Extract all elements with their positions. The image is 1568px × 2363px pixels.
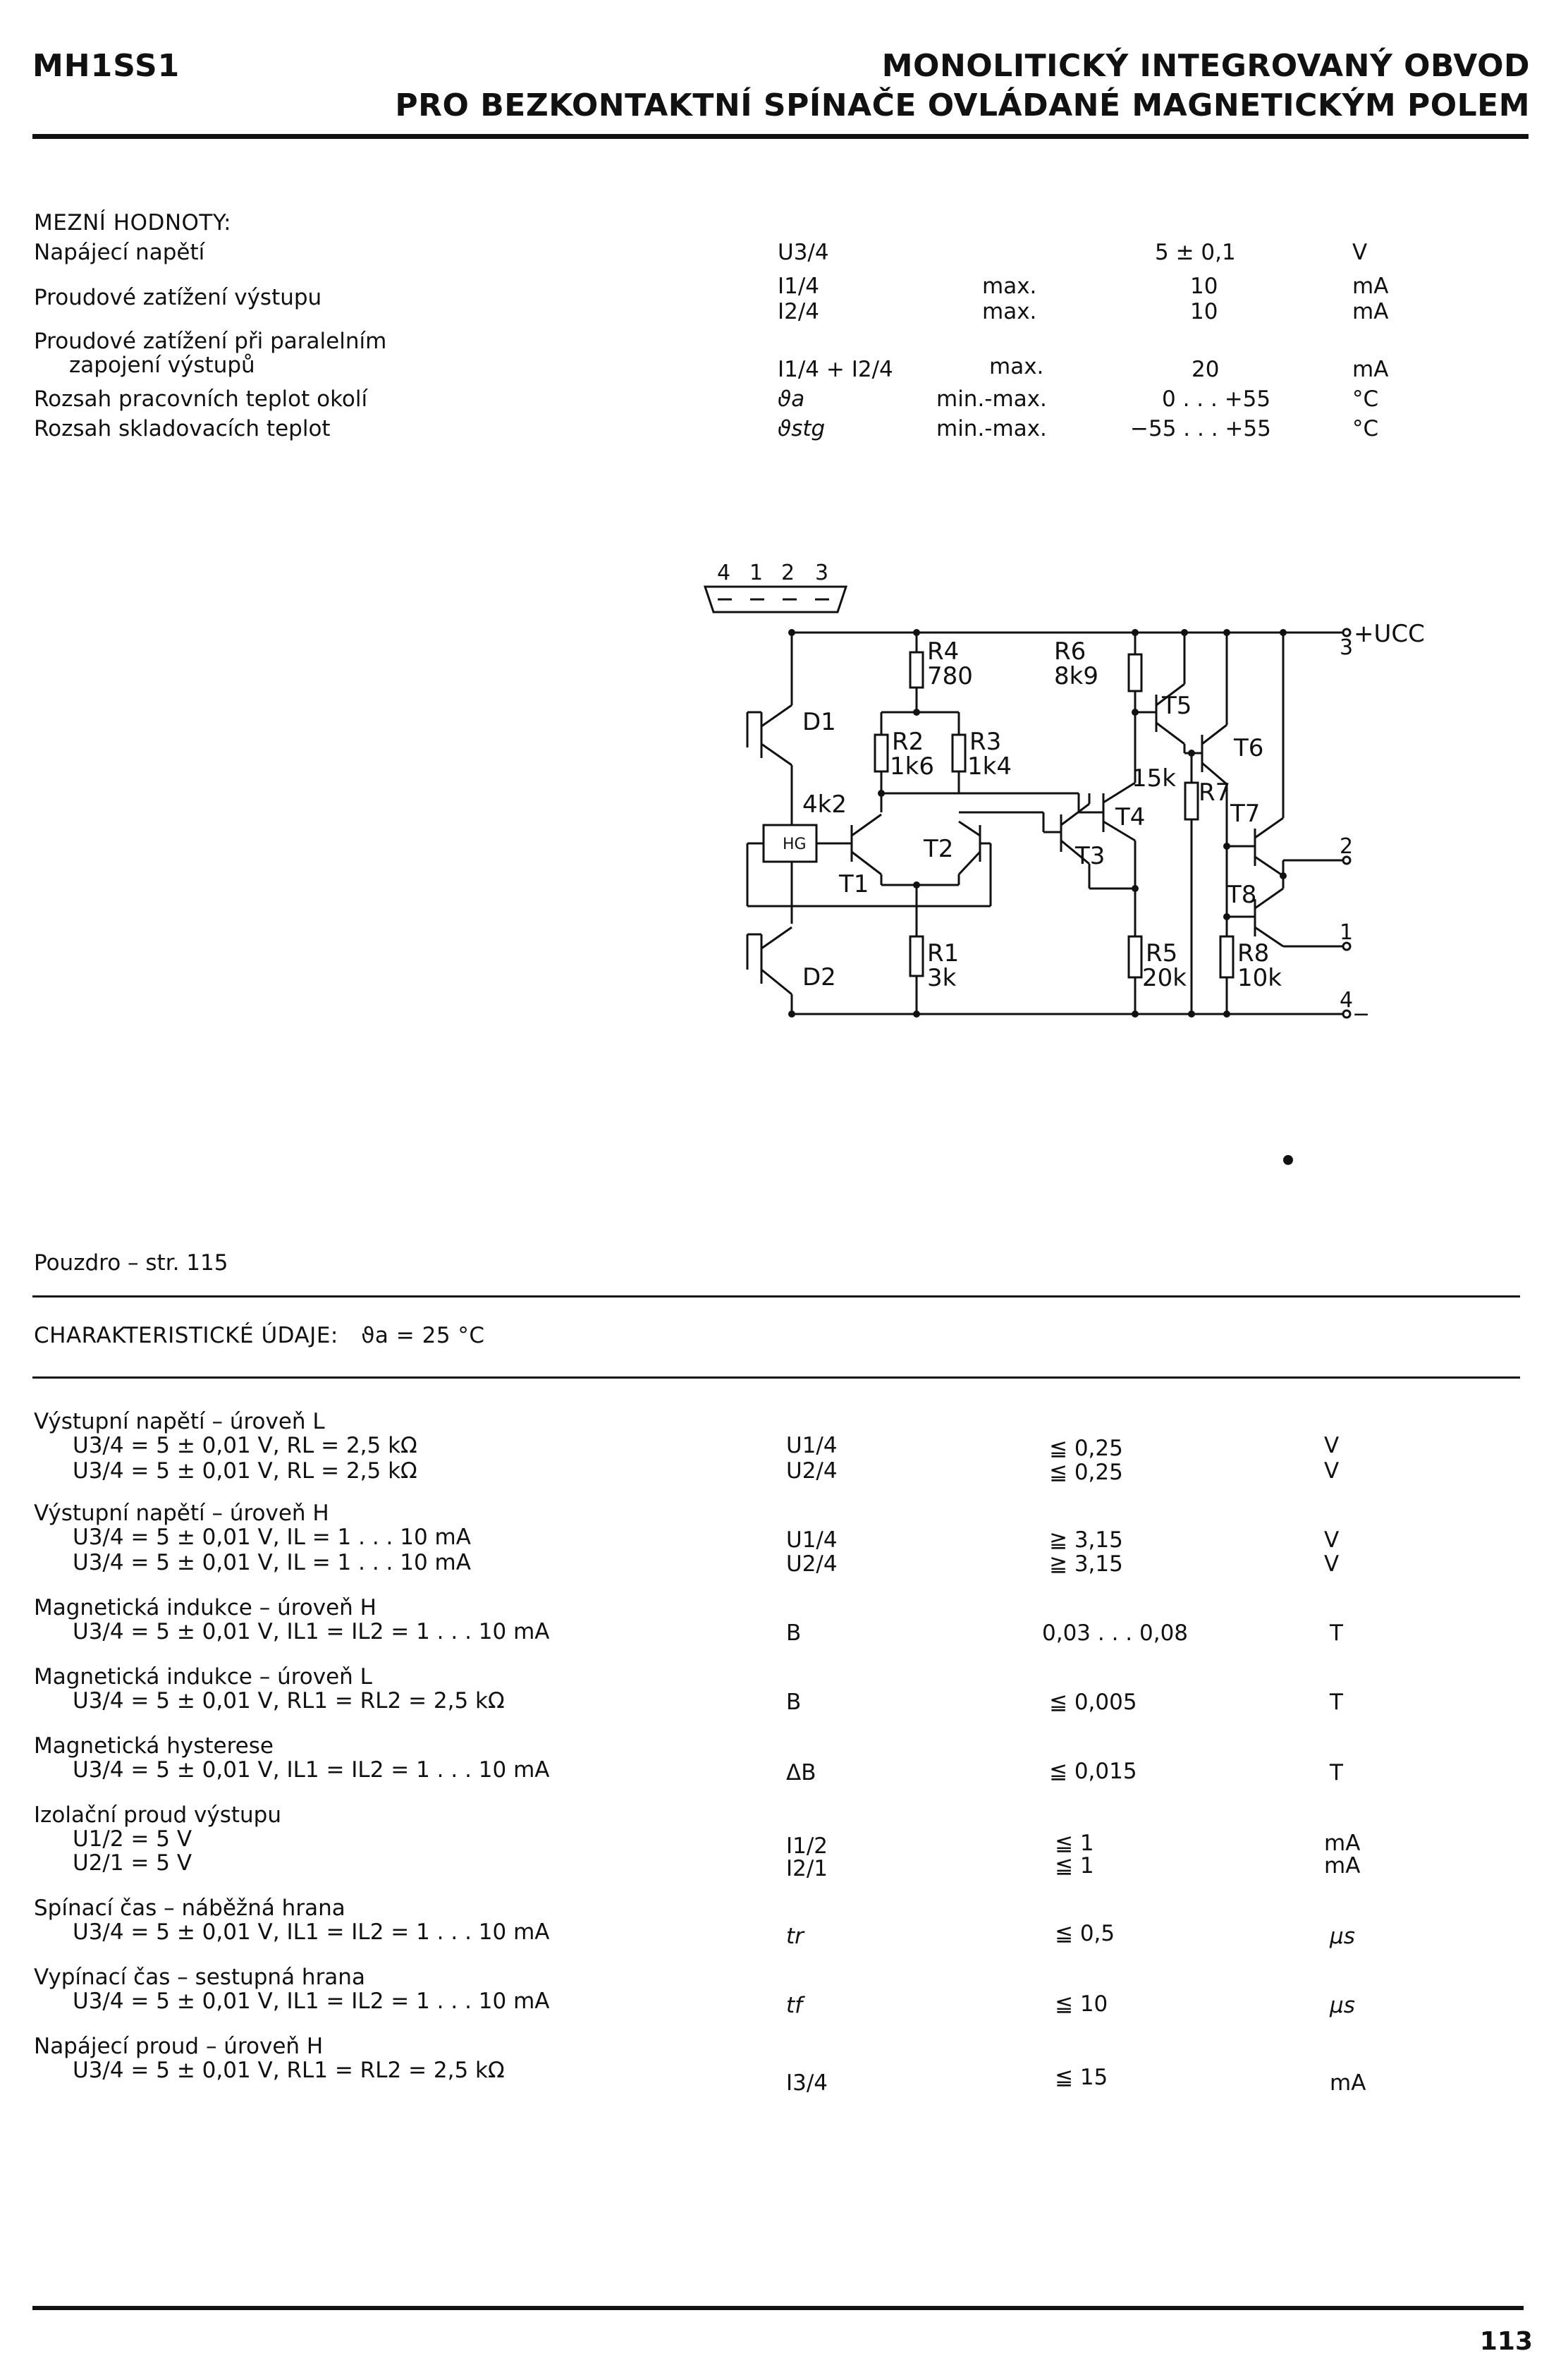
spec-title: Výstupní napětí – úroveň L	[34, 1409, 325, 1434]
resistor-r6	[1129, 654, 1141, 691]
label-pin-4: 4	[1340, 988, 1354, 1013]
limit-symbol: I1/4	[778, 274, 820, 299]
label-t4: T4	[1115, 803, 1146, 831]
section-rule	[32, 1376, 1520, 1379]
resistor-r2	[875, 735, 888, 771]
label-r8-value: 10k	[1237, 964, 1282, 992]
label-r6: R6	[1054, 637, 1086, 666]
spec-value: ≧ 3,15	[1049, 1551, 1123, 1577]
spec-condition: U3/4 = 5 ± 0,01 V, IL1 = IL2 = 1 . . . 10 mA	[73, 1757, 550, 1783]
limit-qualifier: max.	[982, 299, 1037, 324]
package-note: Pouzdro – str. 115	[34, 1250, 228, 1276]
spec-unit: mA	[1324, 1853, 1361, 1879]
spec-value: ≦ 0,25	[1049, 1436, 1123, 1461]
limit-unit: °C	[1352, 386, 1379, 412]
limit-unit: mA	[1352, 357, 1389, 382]
limit-value: 10	[1190, 299, 1218, 324]
spec-title: Magnetická hysterese	[34, 1733, 274, 1759]
limit-qualifier: min.-max.	[936, 386, 1047, 412]
resistor-r8	[1220, 936, 1233, 977]
label-t7: T7	[1230, 800, 1261, 828]
limit-name: Proudové zatížení při paralelním	[34, 329, 387, 354]
limit-symbol: I1/4 + I2/4	[778, 357, 893, 382]
spec-symbol: U2/4	[786, 1458, 838, 1484]
label-r7-value: 15k	[1132, 764, 1176, 793]
spec-condition: U3/4 = 5 ± 0,01 V, RL1 = RL2 = 2,5 kΩ	[73, 2058, 505, 2083]
resistor-r3	[953, 735, 965, 771]
limit-name: Proudové zatížení výstupu	[34, 285, 322, 310]
limit-name: zapojení výstupů	[69, 353, 255, 378]
package-pin-label: 2	[781, 561, 795, 585]
transistor-t1	[816, 814, 881, 874]
label-hg: HG	[783, 836, 807, 853]
spec-condition: U3/4 = 5 ± 0,01 V, IL1 = IL2 = 1 . . . 10 mA	[73, 1989, 550, 2014]
label-r7: R7	[1199, 778, 1231, 807]
title-line-2: PRO BEZKONTAKTNÍ SPÍNAČE OVLÁDANÉ MAGNETICKÝM POLEM	[395, 87, 1530, 123]
label-pin-1: 1	[1340, 920, 1354, 945]
label-r3-value: 1k4	[967, 752, 1012, 781]
label-hg-value: 4k2	[802, 790, 847, 819]
spec-condition: U3/4 = 5 ± 0,01 V, IL1 = IL2 = 1 . . . 10 mA	[73, 1619, 550, 1644]
package-pin-label: 3	[815, 561, 829, 585]
spec-unit: T	[1330, 1690, 1343, 1715]
spec-value: ≦ 15	[1055, 2065, 1108, 2090]
limit-value: −55 . . . +55	[1130, 416, 1271, 441]
header-rule	[32, 134, 1529, 139]
spec-unit: V	[1324, 1551, 1340, 1577]
spec-value: ≦ 10	[1055, 1991, 1108, 2017]
label-t3: T3	[1075, 842, 1105, 870]
spec-value: ≦ 0,5	[1055, 1921, 1115, 1946]
package-pin-label: 1	[749, 561, 764, 585]
label-pin-3: 3	[1340, 635, 1354, 660]
limit-qualifier: max.	[982, 274, 1037, 299]
spec-value: ≧ 3,15	[1049, 1527, 1123, 1553]
spec-unit: mA	[1324, 1831, 1361, 1856]
label-t1: T1	[839, 870, 869, 898]
label-ucc: +UCC	[1354, 620, 1425, 648]
limit-unit: mA	[1352, 299, 1389, 324]
spec-symbol: I3/4	[786, 2070, 828, 2096]
limit-name: Rozsah pracovních teplot okolí	[34, 386, 368, 412]
spec-symbol: B	[786, 1620, 802, 1646]
label-r6-value: 8k9	[1054, 662, 1098, 690]
limit-symbol: ϑa	[778, 386, 805, 412]
spec-symbol: I2/1	[786, 1856, 828, 1881]
spec-title: Magnetická indukce – úroveň H	[34, 1595, 376, 1620]
spec-condition: U3/4 = 5 ± 0,01 V, IL = 1 . . . 10 mA	[73, 1550, 471, 1575]
spec-value: 0,03 . . . 0,08	[1042, 1620, 1189, 1646]
spec-unit: V	[1324, 1527, 1340, 1553]
limit-value: 5 ± 0,1	[1155, 240, 1236, 265]
spec-title: Spínací čas – náběžná hrana	[34, 1895, 345, 1921]
label-r2: R2	[892, 728, 924, 756]
spec-value: ≦ 0,005	[1049, 1690, 1137, 1715]
transistor-t8	[1255, 889, 1283, 946]
diode-d2	[747, 927, 792, 994]
limit-qualifier: max.	[989, 354, 1044, 379]
spec-unit: T	[1330, 1620, 1343, 1646]
label-t2: T2	[924, 835, 954, 863]
spec-title: Magnetická indukce – úroveň L	[34, 1664, 372, 1690]
spec-unit: V	[1324, 1458, 1340, 1484]
spec-symbol: I1/2	[786, 1833, 828, 1859]
spec-value: ≦ 0,25	[1049, 1460, 1123, 1485]
title-line-1: MONOLITICKÝ INTEGROVANÝ OBVOD	[881, 48, 1530, 84]
spec-condition: U3/4 = 5 ± 0,01 V, RL = 2,5 kΩ	[73, 1458, 417, 1484]
package-outline	[705, 587, 846, 612]
part-code: MH1SS1	[32, 48, 180, 84]
label-minus: −	[1352, 1002, 1371, 1027]
package-pin-label: 4	[717, 561, 731, 585]
footer-rule	[32, 2306, 1524, 2310]
limits-heading: MEZNÍ HODNOTY:	[34, 210, 232, 236]
label-r1: R1	[927, 939, 960, 967]
spec-condition: U1/2 = 5 V	[73, 1826, 192, 1852]
characteristics-heading	[34, 1323, 485, 1348]
characteristics-title: CHARAKTERISTICKÉ ÚDAJE:	[34, 1323, 338, 1348]
spec-condition: U3/4 = 5 ± 0,01 V, RL = 2,5 kΩ	[73, 1433, 417, 1458]
characteristics-condition: ϑa = 25 °C	[361, 1323, 485, 1348]
spec-symbol: U2/4	[786, 1551, 838, 1577]
spec-symbol: B	[786, 1690, 802, 1715]
label-r1-value: 3k	[927, 964, 957, 992]
label-pin-2: 2	[1340, 834, 1354, 859]
label-r4: R4	[927, 637, 960, 666]
spec-condition: U3/4 = 5 ± 0,01 V, IL = 1 . . . 10 mA	[73, 1525, 471, 1550]
spec-unit: mA	[1330, 2070, 1366, 2096]
spec-unit: μs	[1330, 1993, 1355, 2018]
spec-symbol: U1/4	[786, 1433, 838, 1458]
spec-condition: U2/1 = 5 V	[73, 1850, 192, 1876]
limit-unit: °C	[1352, 416, 1379, 441]
spec-symbol: ΔB	[786, 1760, 816, 1785]
resistor-r4	[910, 652, 923, 688]
spec-title: Výstupní napětí – úroveň H	[34, 1501, 329, 1526]
limit-symbol: I2/4	[778, 299, 820, 324]
spec-condition: U3/4 = 5 ± 0,01 V, IL1 = IL2 = 1 . . . 10 mA	[73, 1919, 550, 1945]
limit-value: 20	[1192, 357, 1220, 382]
label-d2: D2	[802, 963, 836, 991]
limit-value: 10	[1190, 274, 1218, 299]
spec-unit: T	[1330, 1760, 1343, 1785]
label-r8: R8	[1237, 939, 1270, 967]
spec-title: Vypínací čas – sestupná hrana	[34, 1965, 365, 1990]
spec-value: ≦ 1	[1055, 1853, 1094, 1879]
limit-unit: V	[1352, 240, 1368, 265]
document-title	[395, 47, 1530, 126]
spec-value: ≦ 0,015	[1049, 1759, 1137, 1784]
limit-qualifier: min.-max.	[936, 416, 1047, 441]
spec-unit: V	[1324, 1433, 1340, 1458]
label-t6: T6	[1234, 734, 1264, 762]
diode-d1	[747, 705, 792, 765]
decorative-dot	[1283, 1155, 1293, 1165]
limit-unit: mA	[1352, 274, 1389, 299]
limit-value: 0 . . . +55	[1162, 386, 1271, 412]
limit-symbol: U3/4	[778, 240, 829, 265]
limit-symbol: ϑstg	[778, 416, 826, 441]
page-number: 113	[1479, 2327, 1533, 2356]
label-r5-value: 20k	[1142, 964, 1187, 992]
resistor-r5	[1129, 936, 1141, 977]
spec-symbol: U1/4	[786, 1527, 838, 1553]
spec-symbol: tf	[786, 1993, 803, 2018]
section-rule	[32, 1295, 1520, 1297]
label-r5: R5	[1146, 939, 1178, 967]
label-d1: D1	[802, 708, 836, 736]
resistor-r7	[1185, 783, 1198, 819]
resistor-r1	[910, 936, 923, 976]
spec-unit: μs	[1330, 1924, 1355, 1949]
label-t8: T8	[1227, 881, 1257, 909]
limit-name: Rozsah skladovacích teplot	[34, 416, 331, 441]
spec-symbol: tr	[786, 1924, 804, 1949]
spec-condition: U3/4 = 5 ± 0,01 V, RL1 = RL2 = 2,5 kΩ	[73, 1688, 505, 1714]
label-r2-value: 1k6	[890, 752, 934, 781]
spec-value: ≦ 1	[1055, 1831, 1094, 1856]
limit-name: Napájecí napětí	[34, 240, 205, 265]
spec-title: Izolační proud výstupu	[34, 1802, 282, 1828]
circuit-schematic	[677, 550, 1425, 1044]
junction-dots	[788, 629, 1287, 1018]
spec-title: Napájecí proud – úroveň H	[34, 2034, 324, 2059]
label-r4-value: 780	[927, 662, 973, 690]
label-r3: R3	[969, 728, 1002, 756]
transistor-t2	[959, 822, 991, 874]
transistor-t6	[1202, 725, 1227, 784]
label-t5: T5	[1162, 692, 1192, 720]
